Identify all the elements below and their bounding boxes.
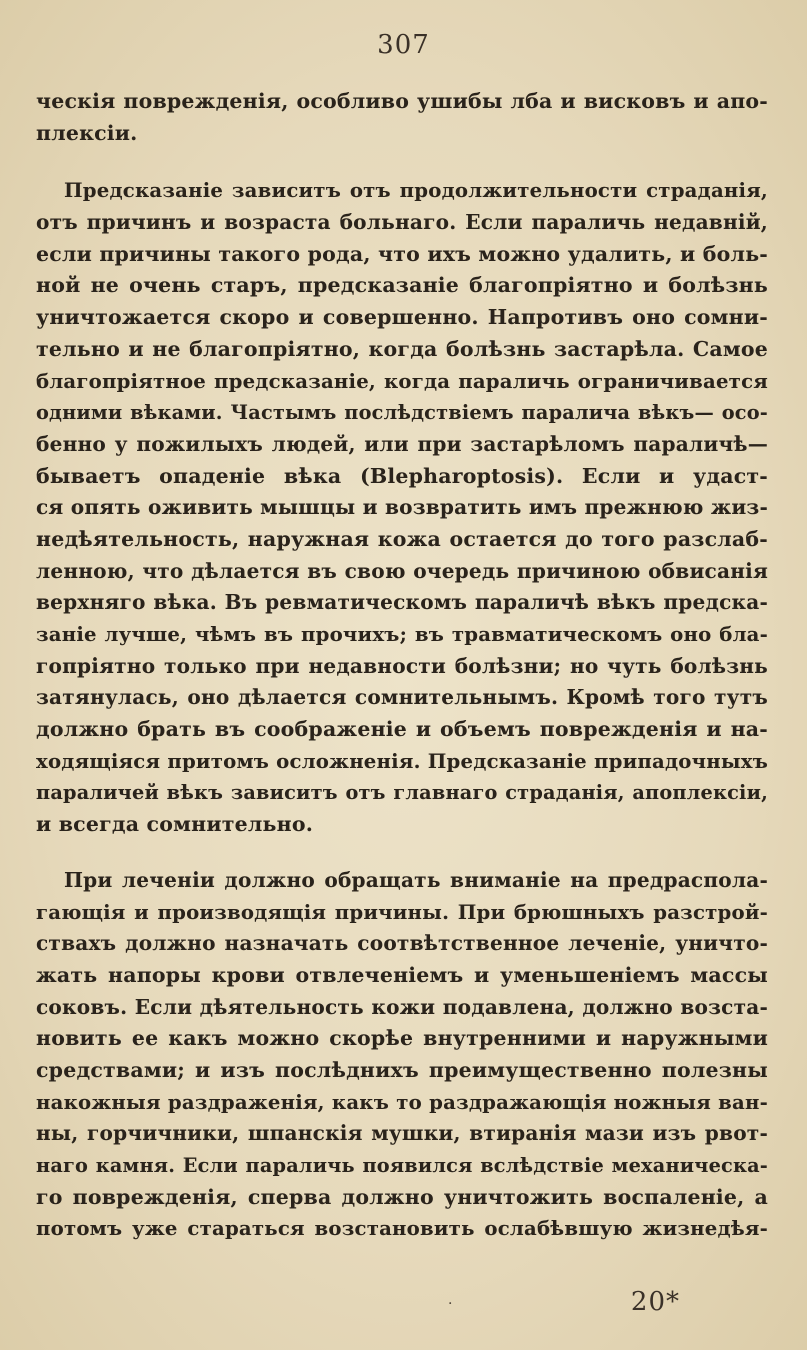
text-line: потомъ уже стараться возстановить ослабѣвшую жизнедѣя- [36, 1217, 768, 1241]
text-line: тельно и не благопріятно, когда болѣзнь застарѣла. Самое [36, 336, 768, 361]
text-line: одними вѣками. Частымъ послѣдствіемъ паралича вѣкъ— осо- [36, 401, 768, 425]
text-line: накожныя раздраженія, какъ то раздражающія ножныя ван- [36, 1090, 768, 1114]
text-line: бываетъ опаденіе вѣка (Blepharoptosis). Если и удаст- [36, 463, 768, 488]
paragraph-prognosis [36, 175, 768, 840]
text-line: ствахъ должно назначать соотвѣтственное леченіе, уничто- [36, 931, 768, 956]
text-line: должно брать въ соображеніе и объемъ поврежденія и на- [36, 717, 768, 742]
text-line: жать напоры крови отвлеченіемъ и уменьшеніемъ массы [36, 962, 768, 987]
text-line: отъ причинъ и возраста больнаго. Если параличь недавній, [36, 210, 768, 235]
text-line: ны, горчичники, шпанскія мушки, втиранія мази изъ рвот- [36, 1121, 768, 1146]
footer-dot: · [448, 1296, 453, 1312]
text-line: средствами; и изъ послѣднихъ преимущественно полезны [36, 1057, 768, 1082]
text-line: плексіи. [36, 120, 138, 145]
page-number: 307 [377, 30, 430, 60]
text-line: соковъ. Если дѣятельность кожи подавлена, должно возста- [36, 994, 768, 1019]
text-line: недѣятельность, наружная кожа остается до того разслаб- [36, 526, 768, 551]
page-body [36, 86, 768, 1245]
text-line: затянулась, оно дѣлается сомнительнымъ. Кромѣ того тутъ [36, 685, 768, 710]
text-line: го поврежденія, сперва должно уничтожить воспаленіе, а [36, 1184, 768, 1209]
text-line: верхняго вѣка. Въ ревматическомъ параличѣ вѣкъ предска- [36, 590, 768, 615]
text-line: если причины такого рода, что ихъ можно удалить, и боль- [36, 241, 769, 266]
text-line: Предсказаніе зависитъ отъ продолжительности страданія, [64, 179, 768, 203]
text-line: гающія и производящія причины. При брюшныхъ разстрой- [36, 900, 768, 924]
text-line: ходящіяся притомъ осложненія. Предсказаніе припадочныхъ [36, 749, 768, 773]
text-line: благопріятное предсказаніе, когда параличь ограничивается [36, 369, 768, 393]
text-line: ческія поврежденія, особливо ушибы лба и висковъ и апо- [36, 89, 768, 113]
paragraph-continuation [36, 86, 768, 149]
text-line: наго камня. Если параличь появился вслѣдствіе механическа- [36, 1154, 768, 1177]
text-line: ся опять оживить мышцы и возвратить имъ прежнюю жиз- [36, 495, 768, 520]
text-line: уничтожается скоро и совершенно. Напротивъ оно сомни- [36, 305, 768, 330]
text-line: ной не очень старъ, предсказаніе благопріятно и болѣзнь [36, 273, 768, 298]
signature-mark: 20* [630, 1287, 680, 1317]
paragraph-treatment [36, 865, 768, 1245]
text-line: При леченіи должно обращать вниманіе на предраспола- [64, 867, 768, 892]
text-line: и всегда сомнительно. [36, 812, 314, 837]
text-line: бенно у пожилыхъ людей, или при застарѣломъ параличѣ— [36, 431, 768, 456]
text-line: ленною, что дѣлается въ свою очередь причиною обвисанія [36, 558, 768, 583]
text-line: заніе лучше, чѣмъ въ прочихъ; въ травматическомъ оно бла- [36, 623, 768, 646]
text-line: гопріятно только при недавности болѣзни; но чуть болѣзнь [36, 653, 768, 678]
text-line: параличей вѣкъ зависитъ отъ главнаго страданія, апоплексіи, [36, 781, 768, 805]
text-line: новить ее какъ можно скорѣе внутренними и наружными [36, 1026, 768, 1051]
